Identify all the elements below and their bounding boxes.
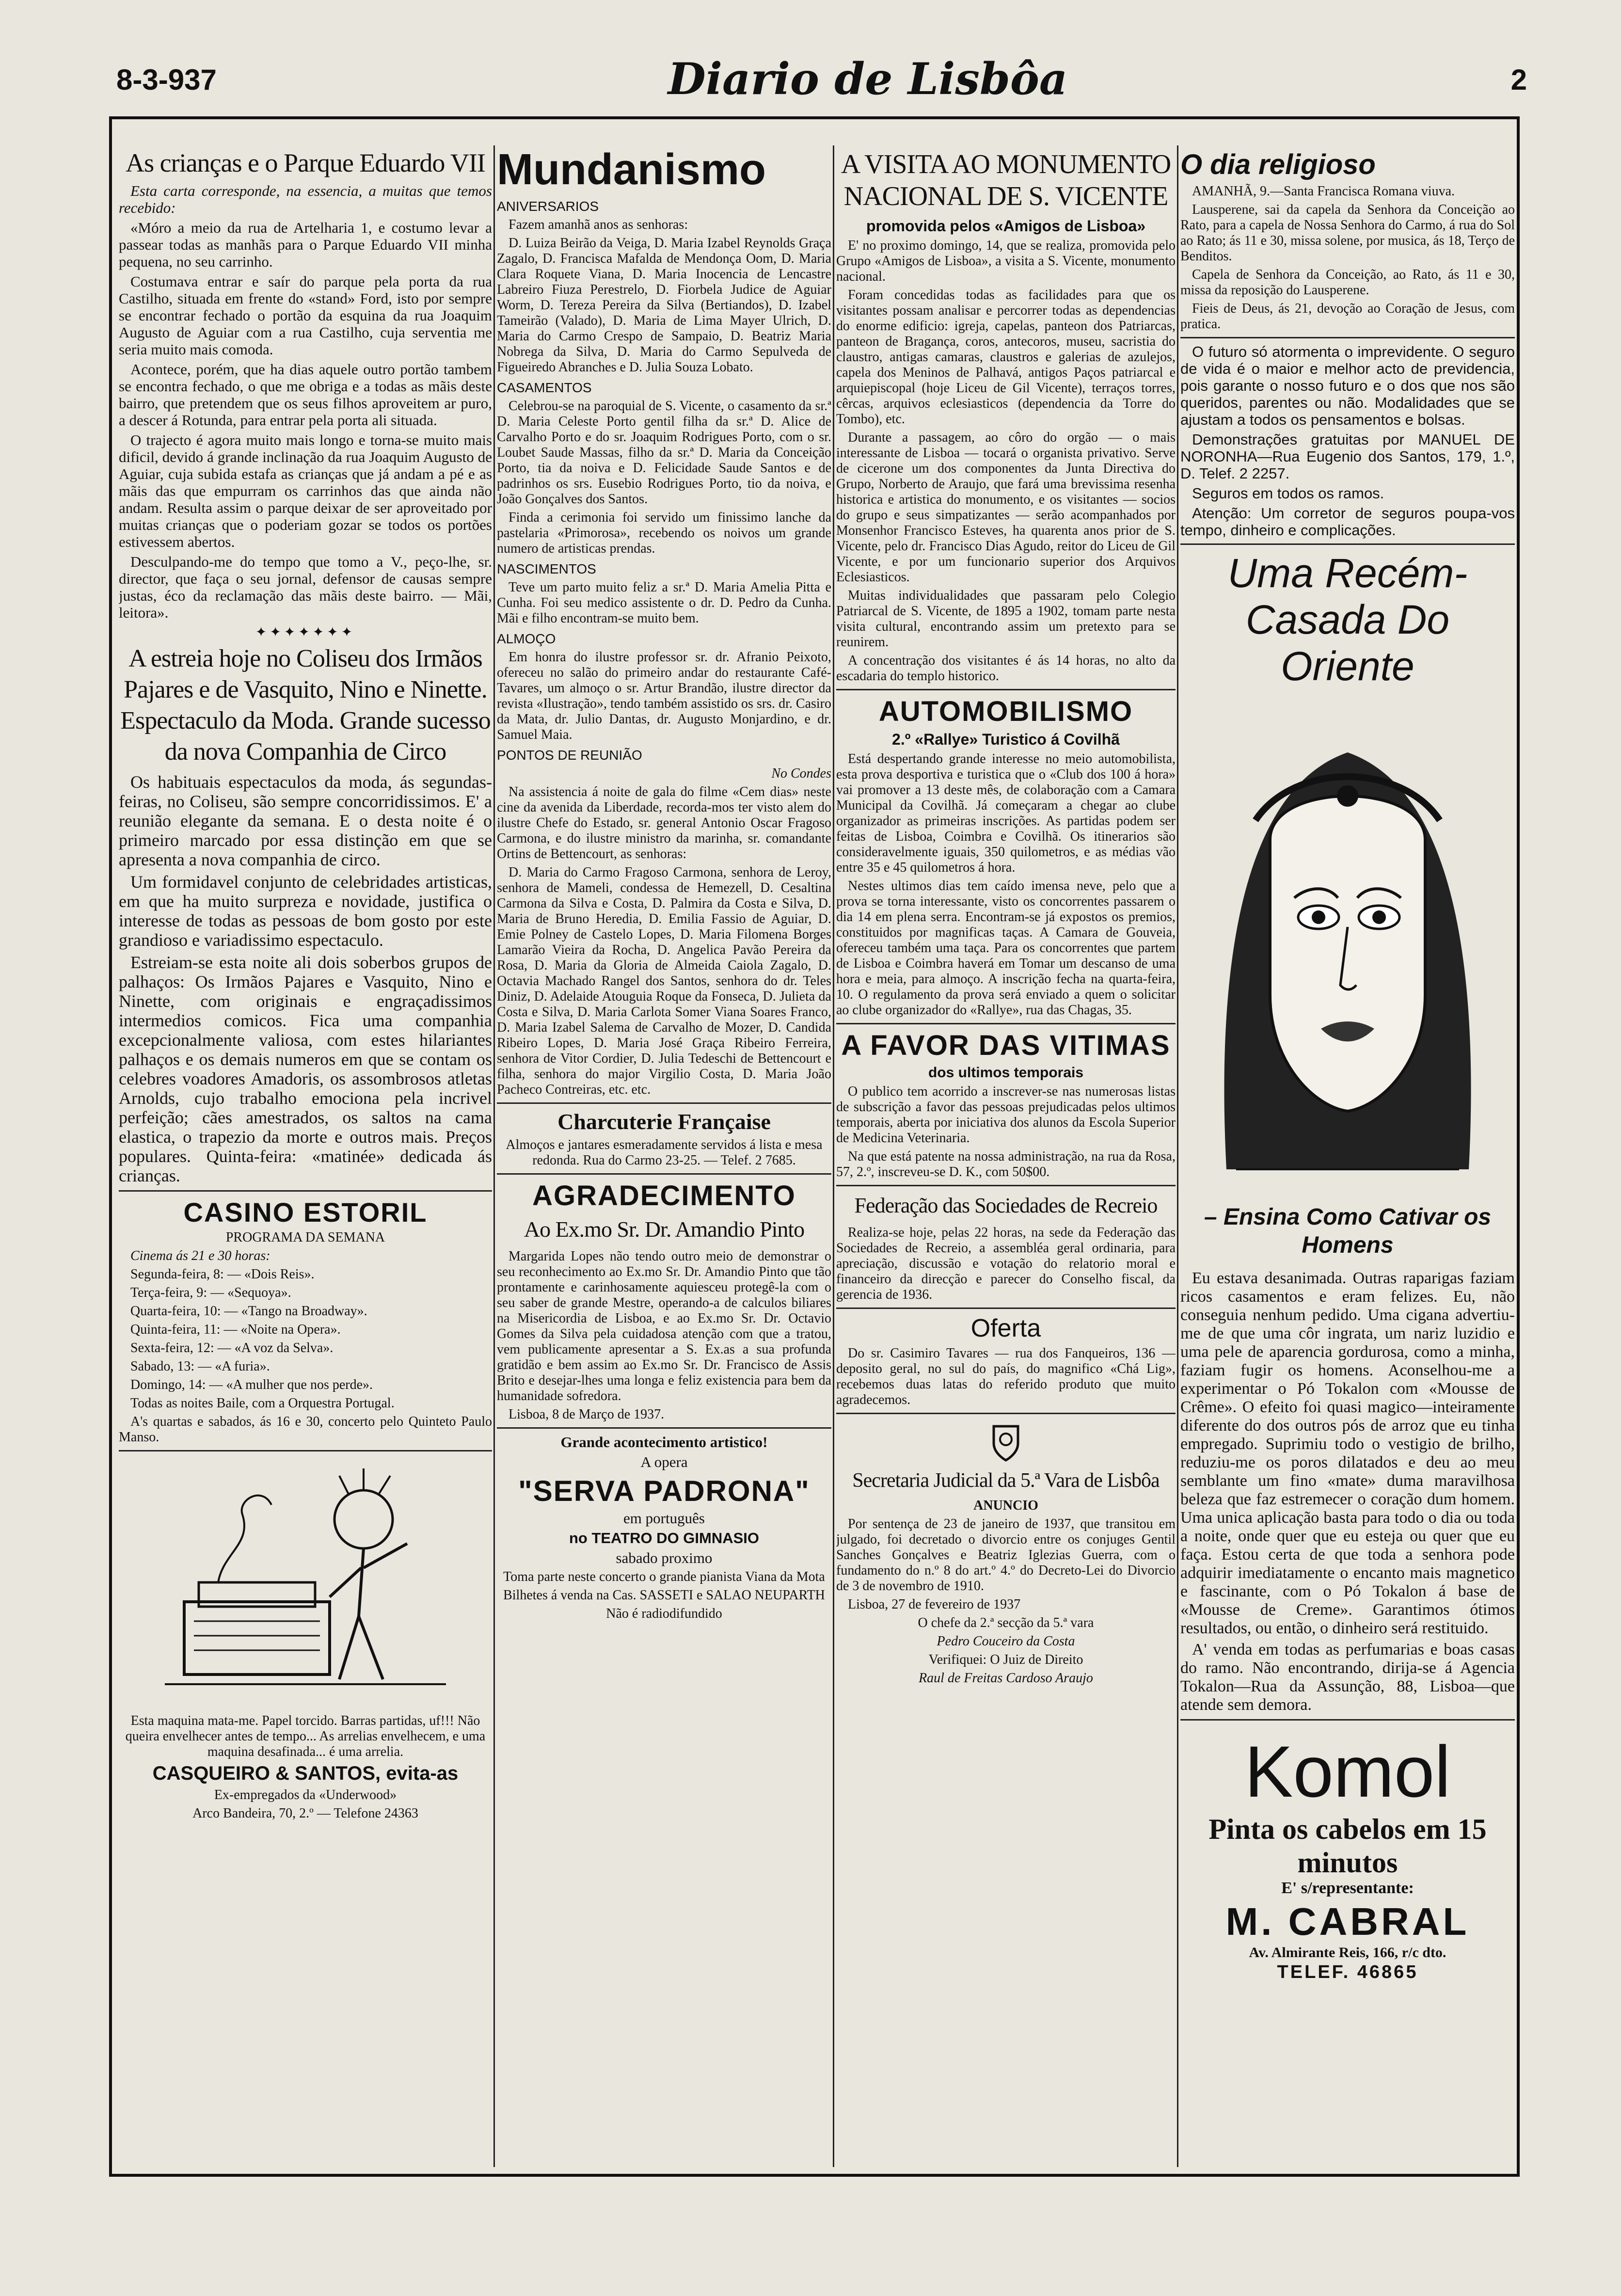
article-paragraph: Foram concedidas todas as facilidades para que os visitantes possam analisar e percorrer todas as dependencias do enorme edificio: igreja, capelas, panteon dos Patriarcas, panteon de Bragança, coros, antecoros, museu, sacristia do claustro, antigas camaras, claustros e galerias de azulejos, capela dos Meninos de Palhavá, antigos Paços patriarcal e arquiepiscopal (hoje Liceu de Gil Vicente), terraços torres, cêrcas, arquivos eclesiasticos (dependencia da Torre do Tombo), etc. bbox=[836, 287, 1176, 427]
seguro-text: O futuro só atormenta o imprevidente. O seguro de vida é o maior e melhor acto de previdencia, pois garante o nosso futuro e o dos que nos são queridos, parentes ou não. Modalidades que se ajustam a todos os pensamentos e bolsas. bbox=[1180, 343, 1515, 428]
article-paragraph: O trajecto é agora muito mais longo e torna-se muito mais dificil, devido á grande inclinação da rua Joaquim Augusto de Aguiar, cuja subida estafa as crianças que já andam a pé e as mãis das que empurram os carrinhos das que ainda não andam. Resulta assim o parque deixar de ser aproveitado por muitas crianças que o poderiam gozar se todos os portões estivessem abertos. bbox=[119, 431, 492, 550]
signatory: Verifiquei: O Juiz de Direito bbox=[928, 1652, 1083, 1667]
cartoon-caption: Esta maquina mata-me. Papel torcido. Barras partidas, uf!!! Não queira envelhecer antes de tempo... As arrelias envelhecem, e uma maquina desafinada... é uma arrelia. bbox=[125, 1713, 486, 1759]
religioso-title: O dia religioso bbox=[1180, 149, 1376, 180]
column-4 bbox=[1180, 145, 1515, 2167]
article-paragraph: A concentração dos visitantes é ás 14 horas, no alto da escadaria do templo historico. bbox=[836, 653, 1176, 684]
serva-pre: Grande acontecimento artistico! bbox=[560, 1434, 768, 1451]
byline: No Condes bbox=[771, 766, 831, 781]
casino-item: Sabado, 13: — «A furia». bbox=[130, 1359, 270, 1374]
typewriter-cartoon-illustration bbox=[155, 1456, 456, 1708]
article-paragraph: E' no proximo domingo, 14, que se realiza, promovida pelo Grupo «Amigos de Lisboa», a visita a S. Vicente, monumento nacional. bbox=[836, 238, 1176, 284]
article-paragraph: Acontece, porém, que ha dias aquele outro portão tambem se encontra fechado, o que me obriga e a todas as mãis deste bairro, que pretendem que os seus filhos aproveitem ar puro, a descer á Rotunda, para entrar pela porta ali situada. bbox=[119, 361, 492, 429]
divider bbox=[497, 1102, 831, 1104]
casino-item: Quinta-feira, 11: — «Noite na Opera». bbox=[130, 1322, 341, 1337]
issue-date: 8-3-937 bbox=[116, 64, 217, 96]
article-date: Lisboa, 8 de Março de 1937. bbox=[509, 1407, 665, 1422]
section-heading: NASCIMENTOS bbox=[497, 561, 596, 576]
article-paragraph: Na assistencia á noite de gala do filme «Cem dias» neste cine da avenida da Liberdade, recorda-mos ter visto alem do ilustre Chefe do Estado, sr. general Antonio Oscar Fragoso Carmona, e do ilustre ministro da marinha, sr. comandante Ortins de Bettencourt, as senhoras: bbox=[497, 784, 831, 861]
article-paragraph: Por sentença de 23 de janeiro de 1937, que transitou em julgado, foi decretado o divorcio entre os conjuges Gentil Sanches Gonçalves e Beatriz Iglezias Guerra, com o fundamento do n.º 8 do art.º 4.º do Decreto-Lei do Divorcio de 3 de novembro de 1910. bbox=[836, 1516, 1176, 1594]
article-paragraph: Estreiam-se esta noite ali dois soberbos grupos de palhaços: Os Irmãos Pajares e Vasquito, Nino e Ninette, com originais e engraçadissimos intermedios comicos. Fica uma companhia excepcionalmente valiosa, com estes hilariantes palhaços e os demais numeros em que se contam os celebres voadores Amadoris, os assombrosos atletas Arnolds, cujo trabalho emociona pela incrivel perfeição; cães amestrados, os saltos na cama elastica, o trapezio da morte e outros mais. Preços populares. Quinta-feira: «matinée» dedicada ás crianças. bbox=[119, 953, 492, 1185]
section-heading: ALMOÇO bbox=[497, 631, 556, 646]
article-paragraph: Costumava entrar e saír do parque pela porta da rua Castilho, situada em frente do «stand» Ford, isto por sempre se encontrar fechado o portão da esquina da rua Joaquim Augusto de Aguiar com a rua Castilho, cuja serventia me seria muito mais comoda. bbox=[119, 273, 492, 358]
mcabral-name: M. CABRAL bbox=[1225, 1900, 1470, 1943]
tokalon-ad-tagline: – Ensina Como Cativar os Homens bbox=[1204, 1204, 1492, 1258]
column-3 bbox=[836, 145, 1176, 2167]
secretaria-subtitle: ANUNCIO bbox=[973, 1498, 1038, 1513]
auto-title: AUTOMOBILISMO bbox=[878, 696, 1133, 727]
signatory: O chefe da 2.ª secção da 5.ª vara bbox=[918, 1615, 1094, 1630]
article-paragraph: AMANHÃ, 9.—Santa Francisca Romana viuva. bbox=[1192, 184, 1455, 199]
article-paragraph: Margarida Lopes não tendo outro meio de demonstrar o seu reconhecimento ao Ex.mo Sr. Dr. Amandio Pinto que tão prontamente e carinhosamente aquiesceu protegê-la com o seu saber de grande Mestre, operando-a de calculos biliares na Misericordia de Lisboa, e ao Ex.mo Sr. Dr. Octavio Gomes da Silva pela cuidadosa atenção com que a tratou, vem publicamente apresentar a S. Ex.as a sua profunda gratidão e bem assim ao Ex.mo Sr. Dr. Francisco de Assis Brito e desejar-lhes uma longa e feliz existencia para bem da humanidade sofredora. bbox=[497, 1249, 831, 1403]
article-paragraph: Capela de Senhora da Conceição, ao Rato, ás 11 e 30, missa da reposição do Lausperene. bbox=[1180, 267, 1515, 298]
divider bbox=[119, 1190, 492, 1192]
article-paragraph: Muitas individualidades que passaram pelo Colegio Patriarcal de S. Vicente, de 1895 a 1902, tomam parte nesta visita cultural, encontrando assim um pretexto para se reunirem. bbox=[836, 588, 1176, 650]
article-paragraph: Está despertando grande interesse no meio automobilista, esta prova desportiva e turistica que o «Club dos 100 á hora» vai promover a 13 deste mês, de colaboração com a Camara Municipal da Covilhã. Já começaram a chegar ao clube organizador as primeiras inscrições. As partidas podem ser feitas de Lisboa, Coimbra e Covilhã. Os itinerarios são consideravelmente iguais, 350 quilometros, e as médias vão entre 35 e 45 quilometros á hora. bbox=[836, 751, 1176, 875]
article-paragraph: Fazem amanhã anos as senhoras: bbox=[509, 217, 688, 232]
charcuterie-text: Almoços e jantares esmeradamente servidos á lista e mesa redonda. Rua do Carmo 23-25. — Telef. 2 7685. bbox=[506, 1137, 823, 1168]
article-paragraph: Teve um parto muito feliz a sr.ª D. Maria Amelia Pitta e Cunha. Foi seu medico assistente o dr. D. Pedro da Cunha. Mãi e filho encontram-se muito bem. bbox=[497, 580, 831, 626]
casino-note: A's quartas e sabados, ás 16 e 30, concerto pelo Quinteto Paulo Manso. bbox=[119, 1414, 492, 1445]
article-paragraph: Em honra do ilustre professor sr. dr. Afranio Peixoto, ofereceu no salão do primeiro andar do restaurante Café-Tavares, um almoço o sr. Artur Brandão, ilustre director da revista «Ilustração», tendo também assistido os srs. dr. Casiro da Mata, dr. Julio Dantas, dr. Augusto Monjardino, e dr. Samuel Maia. bbox=[497, 650, 831, 742]
serva-text: Bilhetes á venda na Cas. SASSETI e SALAO NEUPARTH bbox=[503, 1588, 825, 1603]
serva-lang: em português bbox=[623, 1510, 705, 1527]
charcuterie-title: Charcuterie Française bbox=[557, 1109, 771, 1134]
mcabral-address: Av. Almirante Reis, 166, r/c dto. bbox=[1249, 1945, 1446, 1961]
signatory-name: Raul de Freitas Cardoso Araujo bbox=[919, 1671, 1093, 1686]
serva-title: "SERVA PADRONA" bbox=[518, 1475, 810, 1507]
article-paragraph: Nestes ultimos dias tem caído imensa neve, pelo que a prova se torna interessante, visto os concorrentes passarem o dia 14 em plena serra. Encontram-se já expostos os premios, constituidos por magnificas taças. A Camara de Gouveia, ofereceu também uma taça. Para os concorrentes que partem de Lisboa e Coimbra haverá em Tomar um descanso de uma hora e meia, para almoço. A inscrição fecha na quarta-feira, 10. O regulamento da prova será enviado a quem o solicitar ao clube organizador do «Rallye», rua das Chagas, 35. bbox=[836, 878, 1176, 1018]
signatory-name: Pedro Couceiro da Costa bbox=[937, 1634, 1075, 1649]
separator: ✦✦✦✦✦✦✦ bbox=[255, 625, 356, 640]
column-rule bbox=[493, 145, 495, 2167]
casino-title: CASINO ESTORIL bbox=[183, 1197, 428, 1228]
article-subtitle: promovida pelos «Amigos de Lisboa» bbox=[866, 217, 1146, 235]
tokalon-ad-title: Uma Recém-Casada Do Oriente bbox=[1227, 550, 1468, 689]
casqueiro-subtitle: Ex-empregados da «Underwood» bbox=[214, 1787, 397, 1802]
serva-theatre: no TEATRO DO GIMNASIO bbox=[569, 1530, 760, 1547]
secretaria-title: Secretaria Judicial da 5.ª Vara de Lisbôa bbox=[852, 1469, 1160, 1492]
auto-subtitle: 2.º «Rallye» Turistico á Covilhã bbox=[892, 731, 1120, 748]
mcabral-phone: TELEF. 46865 bbox=[1277, 1962, 1418, 1982]
divider bbox=[1180, 337, 1515, 338]
section-heading: ANIVERSARIOS bbox=[497, 199, 599, 214]
article-paragraph: O publico tem acorrido a inscrever-se nas numerosas listas de subscrição a favor das pessoas prejudicadas pelos ultimos temporais, aberta por iniciativa dos alunos da Escola Superior de Medicina Veterinaria. bbox=[836, 1084, 1176, 1146]
article-paragraph: D. Luiza Beirão da Veiga, D. Maria Izabel Reynolds Graça Zagalo, D. Francisca Mafalda de Mendonça Oom, D. Maria Clara Roquete Viana, D. Maria Inocencia de Lencastre Labreiro Fiuza Perestrelo, D. Fiorbela Judice de Aguiar Worm, D. Tereza Pereira da Silva (Bertiandos), D. Izabel Tameirão (Valado), D. Maria de Lima Mayer Ulrich, D. Maria do Carmo Crespo de Sampaio, D. Beatriz Maria Nobrega da Silva, D. Maria do Carmo Sepulveda de Figueiredo Abranches e D. Julia Souza Lobato. bbox=[497, 236, 831, 375]
article-title: A estreia hoje no Coliseu dos Irmãos Pajares e de Vasquito, Nino e Ninette. Espectaculo da Moda. Grande sucesso da nova Companhia de Circo bbox=[120, 645, 491, 765]
section-heading: CASAMENTOS bbox=[497, 380, 592, 395]
section-title: Mundanismo bbox=[497, 145, 766, 194]
seguro-text: Seguros em todos os ramos. bbox=[1192, 485, 1384, 502]
article-paragraph: Realiza-se hoje, pelas 22 horas, na sede da Federação das Sociedades de Recreio, a assembléa geral ordinaria, para apreciação, discussão e votação do relatorio moral e financeiro da direcção e parecer do Conselho fiscal, da gerencia de 1936. bbox=[836, 1225, 1176, 1302]
oferta-title: Oferta bbox=[970, 1314, 1041, 1342]
article-paragraph: Finda a cerimonia foi servido um finissimo lanche da pastelaria «Primorosa», recebendo os noivos um grande numero de artisticas prendas. bbox=[497, 510, 831, 556]
komol-logo: Komol bbox=[1244, 1731, 1451, 1812]
serva-day: sabado proximo bbox=[616, 1549, 713, 1566]
seguro-text: Demonstrações gratuitas por MANUEL DE NORONHA—Rua Eugenio dos Santos, 179, 1.º, D. Telef. 2 2257. bbox=[1180, 431, 1515, 482]
casino-subtitle: PROGRAMA DA SEMANA bbox=[225, 1230, 385, 1245]
agradecimento-title: AGRADECIMENTO bbox=[532, 1180, 796, 1212]
vitimas-title: A FAVOR DAS VITIMAS bbox=[841, 1030, 1171, 1061]
article-paragraph: D. Maria do Carmo Fragoso Carmona, senhora de Leroy, senhora de Mameli, condessa de Hemezell, D. Cesaltina Carmona da Silva e Costa, D. Palmira da Costa e Silva, D. Maria de Bruno Heredia, D. Emilia Fassio de Aguiar, D. Emie Polney de Castelo Lopes, D. Maria Filomena Borges Lamarão Vieira da Rocha, D. Angelica Pavão Pereira da Rosa, D. Maria da Gloria de Almeida Caiola Zagalo, D. Octavia Machado Rangel dos Santos, senhora do dr. Teles Diniz, D. Adelaide Atouguia Roque da Fonseca, D. Julieta da Costa e Silva, D. Maria Carlota Somer Viana Soares Franco, D. Maria Izabel Salema de Carvalho de Mozer, D. Candida Ribeiro Lopes, D. Maria José Graça Ribeiro Ferreira, senhora de Vitor Cordier, D. Julia Tedeschi de Bettencourt e filha, senhora do major Virgilio Costa, D. Maria João Pacheco Contreiras, etc. etc. bbox=[497, 865, 831, 1097]
coat-of-arms-emblem bbox=[836, 1419, 1176, 1465]
komol-subtitle: Pinta os cabelos em 15 minutos bbox=[1208, 1813, 1487, 1879]
agradecimento-subtitle: Ao Ex.mo Sr. Dr. Amandio Pinto bbox=[524, 1217, 805, 1242]
casino-item: Terça-feira, 9: — «Sequoya». bbox=[130, 1285, 291, 1300]
divider bbox=[836, 1185, 1176, 1186]
tokalon-ad-text: Eu estava desanimada. Outras raparigas faziam ricos casamentos e eram felizes. Eu, não conseguia nenhum pedido. Uma cigana advertiu-me de que uma côr ingrata, um nariz luzidio e uma pele de aparencia gordurosa, como a minha, faziam fugir os homens. Aconselhou-me a experimentar o Pó Tokalon com «Mousse de Crême». O efeito foi quasi magico—inteiramente diferente do dos outros pós de arroz que eu tinha empregado. Suprimiu todo o vestigio de brilho, reduziu-me os poros dilatados e deu ao meu semblante um fino «mate» duma maravilhosa beleza que faz estremecer o coração dum homem. Uma unica aplicação basta para todo o dia ou toda a noite, onde quer que eu esteja ou quer que eu faça. Estou certa de que toda a senhora pode adquirir imediatamente o encanto mais magnetico e fascinante, com o Pó Tokalon á base de «Mousse de Creme». Garantimos ótimos resultados, ou então, o dinheiro será restituido. bbox=[1180, 1269, 1515, 1637]
casino-item: Segunda-feira, 8: — «Dois Reis». bbox=[130, 1267, 315, 1282]
article-paragraph: Fieis de Deus, ás 21, devoção ao Coração de Jesus, com pratica. bbox=[1180, 301, 1515, 332]
divider bbox=[119, 1450, 492, 1451]
article-paragraph: Celebrou-se na paroquial de S. Vicente, o casamento da sr.ª D. Maria Celeste Porto gentil filha da sr.ª D. Alice de Carvalho Porto e do sr. Joaquim Rodrigues Porto, com o sr. Loubet Saude Massas, filho da sr.ª D. Maria da Conceição Porto, tia da noiva e D. Felicidade Saude Santos e de padrinhos os srs. Eusebio Rodrigues Porto, tio da noiva, e João Gonçalves dos Santos. bbox=[497, 399, 831, 507]
casino-times: Cinema ás 21 e 30 horas: bbox=[130, 1248, 270, 1263]
article-paragraph: Os habituais espectaculos da moda, ás segundas-feiras, no Coliseu, são sempre concorridissimos. E' a reunião elegante da semana. E o desta noite é o primeiro marcado por essa distinção em que se apresenta a nova companhia de circo. bbox=[119, 772, 492, 869]
serva-text: Não é radiodifundido bbox=[606, 1606, 722, 1621]
article-paragraph: Desculpando-me do tempo que tomo a V., peço-lhe, sr. director, que faça o seu jornal, defensor de causas sempre justas, éco da reclamação das mãis deste bairro. — Mãi, leitora». bbox=[119, 553, 492, 621]
serva-text: Toma parte neste concerto o grande pianista Viana da Mota bbox=[503, 1569, 825, 1584]
article-paragraph: Na que está patente na nossa administração, na rua da Rosa, 57, 2.º, inscreveu-se D. K., com 50$00. bbox=[836, 1149, 1176, 1180]
casqueiro-title: CASQUEIRO & SANTOS, evita-as bbox=[152, 1763, 459, 1784]
article-paragraph: «Móro a meio da rua de Artelharia 1, e costumo levar a passear todas as manhãs para o Parque Eduardo VII minha pequena, no seu carrinho. bbox=[119, 219, 492, 270]
casqueiro-address: Arco Bandeira, 70, 2.º — Telefone 24363 bbox=[192, 1806, 418, 1821]
federacao-title: Federação das Sociedades de Recreio bbox=[854, 1194, 1158, 1217]
article-date: Lisboa, 27 de fevereiro de 1937 bbox=[848, 1597, 1021, 1612]
newspaper-title: Diario de Lisbôa bbox=[667, 53, 1068, 105]
vitimas-subtitle: dos ultimos temporais bbox=[928, 1065, 1084, 1081]
woman-face-illustration bbox=[1197, 694, 1498, 1198]
komol-rep: E' s/representante: bbox=[1281, 1879, 1414, 1897]
casino-item: Sexta-feira, 12: — «A voz da Selva». bbox=[130, 1340, 334, 1355]
column-rule bbox=[833, 145, 834, 2167]
column-1 bbox=[119, 145, 492, 2167]
article-paragraph: Durante a passagem, ao côro do orgão — o mais interessante de Lisboa — tocará o organista privativo. Serve de cicerone um dos componentes da Junta Directiva do Grupo, Norberto de Araujo, que fará uma brevissima resenha historica e artistica do monumento, e os visitantes — socios do grupo e seus simpatizantes — serão acompanhados por Monsenhor Francisco Esteves, ha quarenta anos prior de S. Vicente, pelo dr. Francisco Dias Agudo, reitor do Liceu de Gil Vicente, e por um funcionario superior dos Arquivos Eclesiasticos. bbox=[836, 430, 1176, 585]
divider bbox=[836, 1307, 1176, 1309]
divider bbox=[1180, 543, 1515, 545]
column-rule bbox=[1177, 145, 1178, 2167]
seguro-text: Atenção: Um corretor de seguros poupa-vos tempo, dinheiro e complicações. bbox=[1180, 505, 1515, 539]
divider bbox=[497, 1173, 831, 1175]
divider bbox=[497, 1427, 831, 1429]
divider bbox=[836, 1023, 1176, 1024]
article-paragraph: Lausperene, sai da capela da Senhora da Conceição ao Rato, para a capela de Nossa Senhora do Carmo, á rua do Sol ao Rato; ás 11 e 30, missa solene, por musica, ás 18, Terço de Benditos. bbox=[1180, 202, 1515, 264]
article-paragraph: Do sr. Casimiro Tavares — rua dos Fanqueiros, 136 — deposito geral, no sul do país, do magnifico «Chá Lig», recebemos duas latas do referido produto que muito agradecemos. bbox=[836, 1346, 1176, 1407]
divider bbox=[836, 689, 1176, 690]
section-heading: PONTOS DE REUNIÃO bbox=[497, 748, 642, 763]
article-title: As crianças e o Parque Eduardo VII bbox=[126, 148, 485, 177]
article-lead: Esta carta corresponde, na essencia, a muitas que temos recebido: bbox=[119, 182, 492, 216]
page-number: 2 bbox=[1510, 64, 1527, 96]
article-title: A VISITA AO MONUMENTO NACIONAL DE S. VICENTE bbox=[841, 149, 1171, 211]
divider bbox=[836, 1413, 1176, 1414]
tokalon-ad-text: A' venda em todas as perfumarias e boas casas do ramo. Não encontrando, dirija-se á Agencia Tokalon—Rua da Assunção, 88, Lisboa—que atende sem demora. bbox=[1180, 1641, 1515, 1714]
casino-note: Todas as noites Baile, com a Orquestra Portugal. bbox=[130, 1396, 395, 1411]
serva-a: A opera bbox=[640, 1453, 688, 1470]
divider bbox=[1180, 1719, 1515, 1721]
masthead bbox=[116, 53, 1527, 112]
casino-item: Domingo, 14: — «A mulher que nos perde». bbox=[130, 1377, 373, 1392]
article-paragraph: Um formidavel conjunto de celebridades artisticas, em que ha muito surpreza e novidade, justifica o interesse de todas as pessoas de bom gosto por este grandioso e variadissimo espectaculo. bbox=[119, 872, 492, 950]
casino-item: Quarta-feira, 10: — «Tango na Broadway». bbox=[130, 1304, 367, 1319]
column-2 bbox=[497, 145, 831, 2167]
